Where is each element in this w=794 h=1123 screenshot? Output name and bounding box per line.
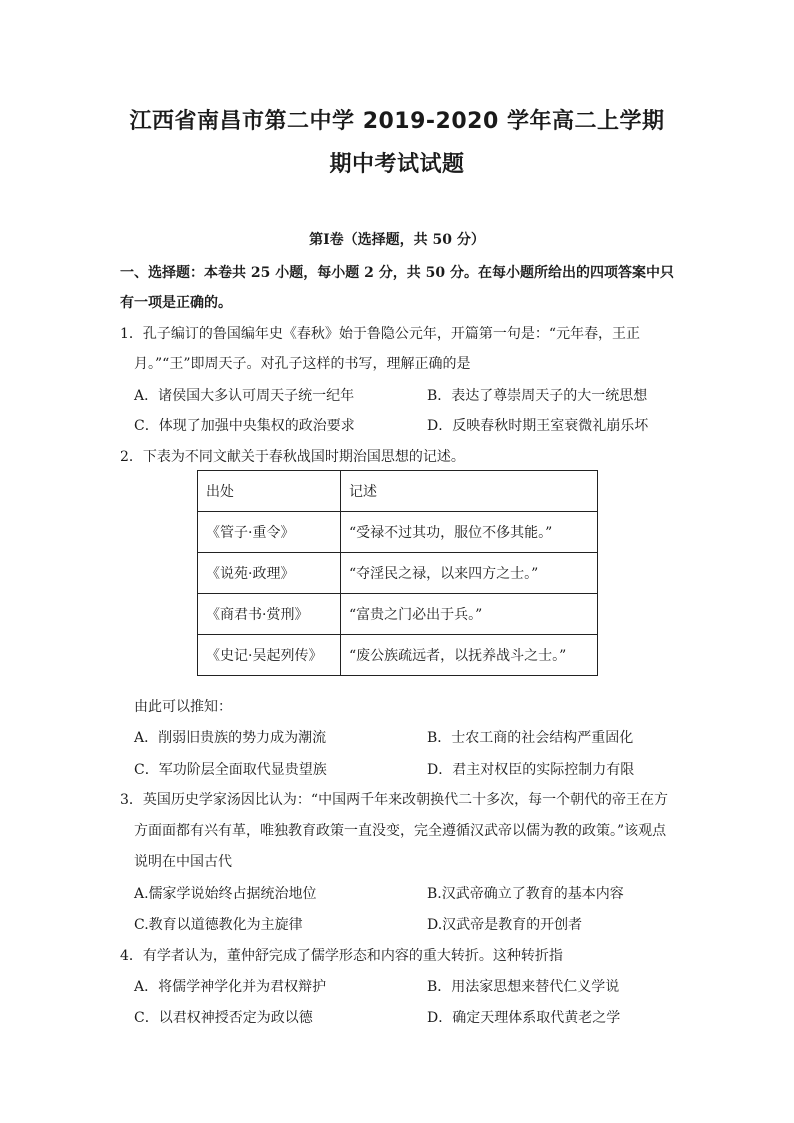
q4-option-d: D．确定天理体系取代黄老之学: [427, 1010, 621, 1026]
table-cell-record: “富贵之门必出于兵。”: [341, 594, 598, 635]
table-cell-source: 《史记·吴起列传》: [198, 635, 341, 676]
q4-stem: 4．有学者认为，董仲舒完成了儒学形态和内容的重大转折。这种转折指: [120, 948, 563, 964]
q1-stem-line1: 1．孔子编订的鲁国编年史《春秋》始于鲁隐公元年，开篇第一句是：“元年春，王正: [120, 326, 641, 342]
q2-option-c: C．军功阶层全面取代显贵望族: [134, 762, 327, 778]
q2-stem: 2．下表为不同文献关于春秋战国时期治国思想的记述。: [120, 449, 465, 465]
q2-source-table: [197, 470, 598, 676]
table-cell-source: 《说苑·政理》: [198, 553, 341, 594]
table-cell-record: “受禄不过其功，服位不侈其能。”: [341, 512, 598, 553]
section-heading: 第Ⅰ卷（选择题，共 50 分）: [309, 232, 485, 248]
instructions-line2: 有一项是正确的。: [120, 295, 232, 311]
table-row: [198, 553, 598, 594]
table-header-row: [198, 471, 598, 512]
exam-title-line2: 期中考试试题: [329, 152, 465, 177]
table-cell-source: 《管子·重令》: [198, 512, 341, 553]
table-row: [198, 512, 598, 553]
q1-option-a: A．诸侯国大多认可周天子统一纪年: [134, 388, 355, 404]
table-row: [198, 635, 598, 676]
q1-option-d: D．反映春秋时期王室衰微礼崩乐坏: [427, 418, 649, 434]
q3-option-d: D.汉武帝是教育的开创者: [427, 917, 583, 933]
instructions-line1: 一、选择题：本卷共 25 小题，每小题 2 分，共 50 分。在每小题所给出的四项答案中只: [120, 265, 674, 281]
q1-stem-line2: 月。”“王”即周天子。对孔子这样的书写，理解正确的是: [134, 356, 471, 372]
q3-stem-line3: 说明在中国古代: [134, 854, 232, 870]
table-cell-record: “夺淫民之禄，以来四方之士。”: [341, 553, 598, 594]
table-cell-record: “废公族疏远者，以抚养战斗之士。”: [341, 635, 598, 676]
q2-option-d: D．君主对权臣的实际控制力有限: [427, 762, 635, 778]
q4-option-b: B．用法家思想来替代仁义学说: [427, 979, 620, 995]
table-row: [198, 594, 598, 635]
table-header-source: 出处: [198, 471, 341, 512]
q4-option-a: A．将儒学神学化并为君权辩护: [134, 979, 327, 995]
exam-title-line1: 江西省南昌市第二中学 2019-2020 学年高二上学期: [129, 109, 665, 134]
q4-option-c: C．以君权神授否定为政以德: [134, 1010, 313, 1026]
q3-option-b: B.汉武帝确立了教育的基本内容: [427, 886, 624, 902]
q2-option-b: B．士农工商的社会结构严重固化: [427, 730, 634, 746]
q3-stem-line1: 3．英国历史学家汤因比认为：“中国两千年来改朝换代二十多次，每一个朝代的帝王在方: [120, 792, 669, 808]
q1-option-c: C．体现了加强中央集权的政治要求: [134, 418, 355, 434]
q2-option-a: A．削弱旧贵族的势力成为潮流: [134, 730, 327, 746]
q3-option-a: A.儒家学说始终占据统治地位: [134, 886, 317, 902]
q2-conclusion-prompt: 由此可以推知：: [134, 699, 232, 715]
table-cell-source: 《商君书·赏刑》: [198, 594, 341, 635]
table-header-record: 记述: [341, 471, 598, 512]
q3-option-c: C.教育以道德教化为主旋律: [134, 917, 303, 933]
q3-stem-line2: 方面面都有兴有革，唯独教育政策一直没变，完全遵循汉武帝以儒为教的政策。”该观点: [134, 823, 667, 839]
q1-option-b: B．表达了尊崇周天子的大一统思想: [427, 388, 648, 404]
